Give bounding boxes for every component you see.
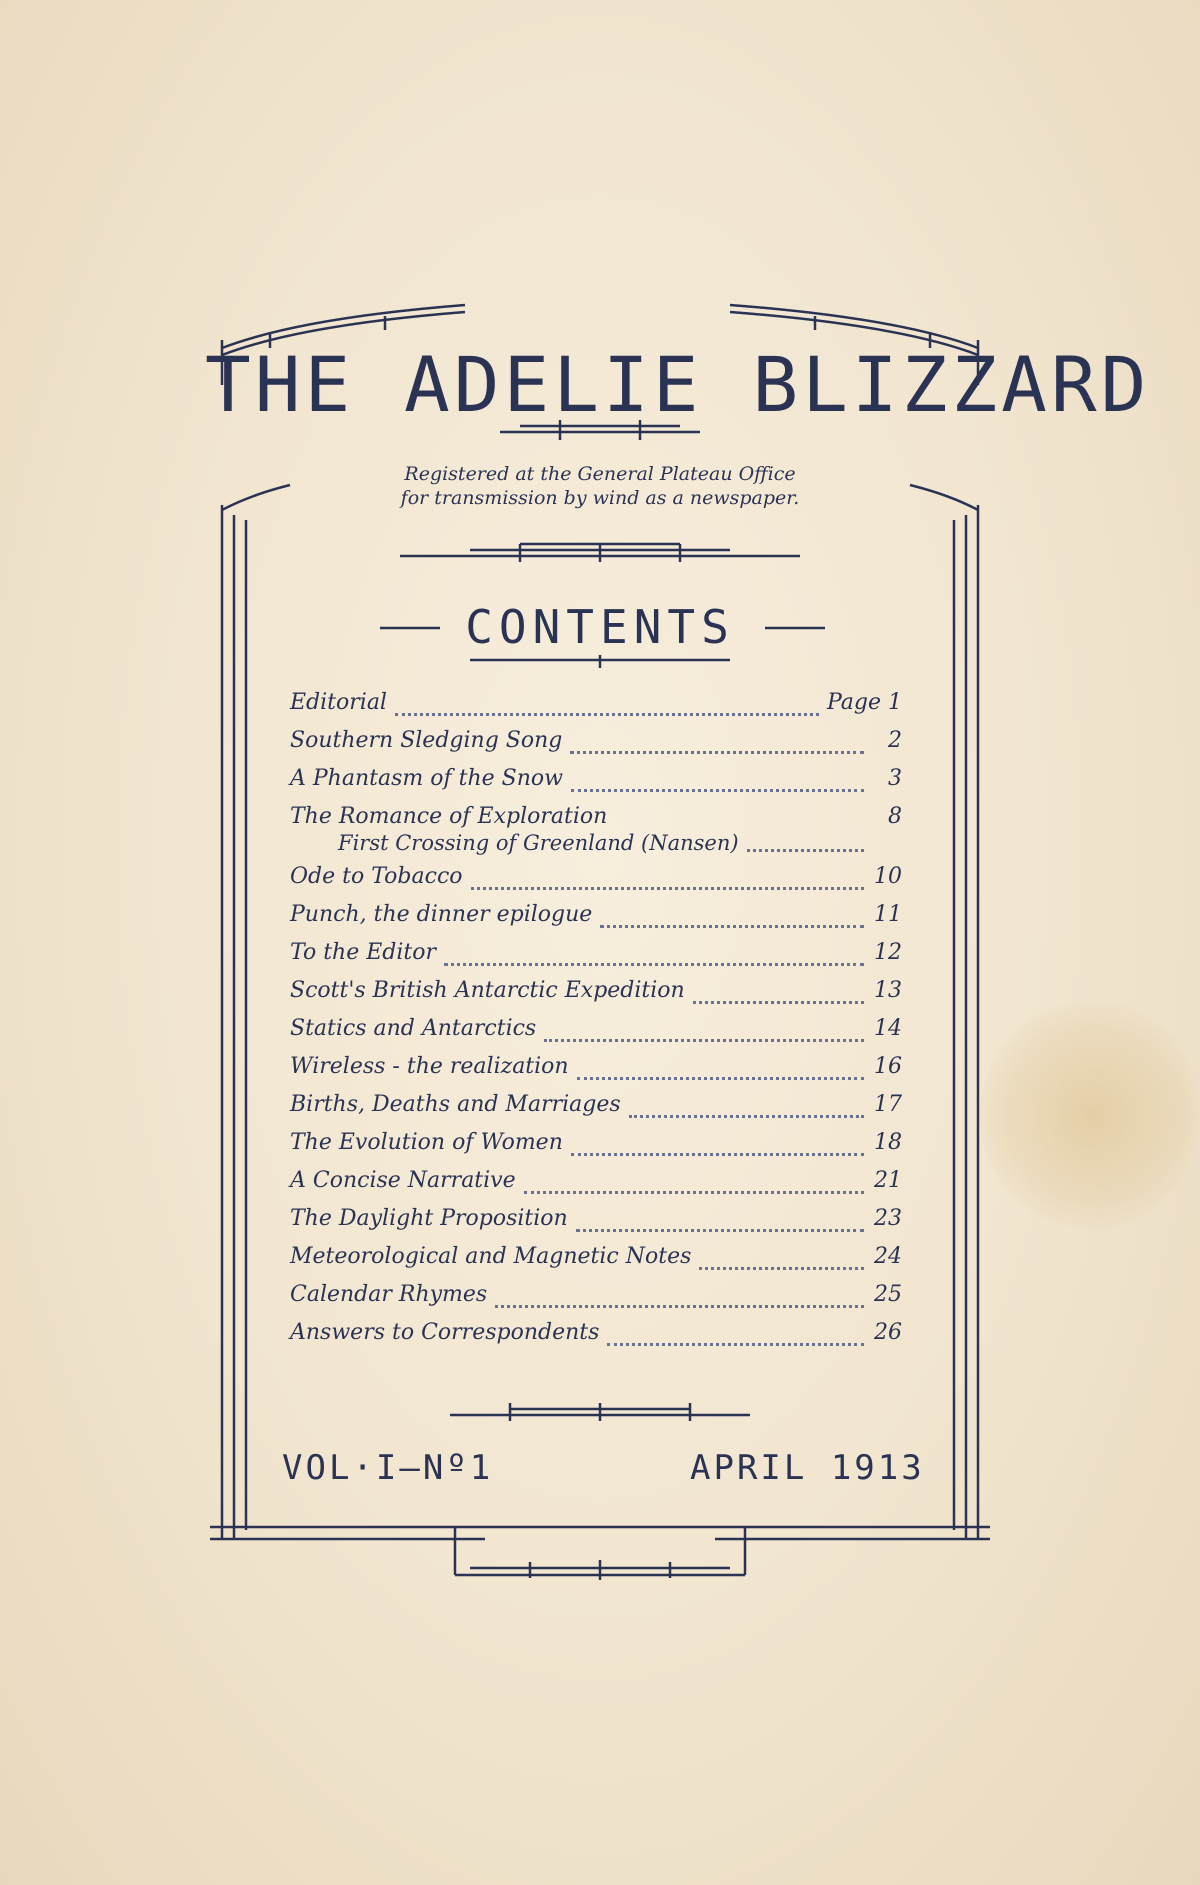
- dot-leader: [607, 1343, 864, 1346]
- contents-heading: CONTENTS: [465, 600, 735, 654]
- dot-leader: [629, 1115, 864, 1118]
- masthead-title: THE ADELIE BLIZZARD: [205, 340, 1151, 429]
- toc-entry-page: 12: [874, 940, 902, 965]
- toc-entry-title: The Romance of Exploration: [290, 804, 608, 829]
- toc-entry-title: Answers to Correspondents: [290, 1320, 600, 1345]
- toc-entry-page: 24: [874, 1244, 902, 1269]
- toc-entry: [290, 766, 902, 804]
- volume-number: VOL·I—Nº1: [282, 1448, 494, 1488]
- dot-leader: [571, 789, 864, 792]
- toc-entry-title: Scott's British Antarctic Expedition: [290, 978, 685, 1003]
- toc-entry-page: 2: [888, 728, 902, 753]
- dot-leader: [444, 963, 864, 966]
- toc-entry-page: 11: [874, 902, 902, 927]
- toc-entry-page: 23: [874, 1206, 902, 1231]
- toc-entry-page: 17: [874, 1092, 902, 1117]
- toc-entry: [290, 728, 902, 766]
- dot-leader: [495, 1305, 864, 1308]
- masthead-subtitle: [300, 462, 900, 510]
- toc-entry: [290, 1092, 902, 1130]
- dot-leader: [544, 1039, 864, 1042]
- toc-entry-subtitle: First Crossing of Greenland (Nansen): [338, 831, 739, 855]
- toc-entry: [290, 1016, 902, 1054]
- dot-leader: [693, 1001, 864, 1004]
- dot-leader: [471, 887, 864, 890]
- toc-entry-page: 26: [874, 1320, 902, 1345]
- subtitle-line-1: Registered at the General Plateau Office: [404, 463, 796, 485]
- toc-entry: [290, 1244, 902, 1282]
- toc-entry-page: 10: [874, 864, 902, 889]
- dot-leader: [524, 1191, 864, 1194]
- toc-entry-title: Statics and Antarctics: [290, 1016, 537, 1041]
- toc-entry-page: 14: [874, 1016, 902, 1041]
- toc-entry: [290, 1130, 902, 1168]
- toc-entry-page: 16: [874, 1054, 902, 1079]
- toc-entry: [290, 1206, 902, 1244]
- toc-entry-title: Births, Deaths and Marriages: [290, 1092, 621, 1117]
- toc-entry: [290, 940, 902, 978]
- toc-entry: [290, 1168, 902, 1206]
- toc-entry: [290, 804, 902, 864]
- toc-entry: [290, 690, 902, 728]
- dot-leader: [570, 751, 864, 754]
- toc-entry: [290, 864, 902, 902]
- toc-entry-title-block: [290, 804, 739, 856]
- issue-date: APRIL 1913: [690, 1448, 925, 1488]
- toc-entry: [290, 1054, 902, 1092]
- toc-entry-title: Editorial: [290, 690, 387, 715]
- toc-entry-title: Meteorological and Magnetic Notes: [290, 1244, 692, 1269]
- toc-entry-title: Ode to Tobacco: [290, 864, 463, 889]
- toc-entry-page: 25: [874, 1282, 902, 1307]
- dot-leader: [577, 1077, 864, 1080]
- dot-leader: [395, 713, 819, 716]
- toc-entry-title: Punch, the dinner epilogue: [290, 902, 593, 927]
- toc-entry-title: Calendar Rhymes: [290, 1282, 488, 1307]
- toc-entry: [290, 1320, 902, 1358]
- toc-entry-title: The Evolution of Women: [290, 1130, 563, 1155]
- toc-entry-page: 3: [888, 766, 902, 791]
- toc-entry-title: The Daylight Proposition: [290, 1206, 568, 1231]
- toc-entry-title: Southern Sledging Song: [290, 728, 563, 753]
- subtitle-line-2: for transmission by wind as a newspaper.: [400, 487, 800, 509]
- table-of-contents: [290, 690, 902, 1358]
- dot-leader: [747, 849, 864, 852]
- toc-entry-page: 13: [874, 978, 902, 1003]
- toc-entry: [290, 978, 902, 1016]
- toc-entry-page: 8: [888, 804, 902, 829]
- toc-entry-page: 21: [874, 1168, 902, 1193]
- dot-leader: [600, 925, 864, 928]
- toc-entry: [290, 902, 902, 940]
- toc-entry-title: Wireless - the realization: [290, 1054, 569, 1079]
- dot-leader: [571, 1153, 864, 1156]
- toc-entry-title: A Concise Narrative: [290, 1168, 516, 1193]
- toc-entry-title: A Phantasm of the Snow: [290, 766, 563, 791]
- toc-entry-page: 18: [874, 1130, 902, 1155]
- toc-entry-title: To the Editor: [290, 940, 437, 965]
- toc-entry: [290, 1282, 902, 1320]
- dot-leader: [699, 1267, 864, 1270]
- toc-entry-page: Page 1: [826, 690, 902, 715]
- dot-leader: [576, 1229, 864, 1232]
